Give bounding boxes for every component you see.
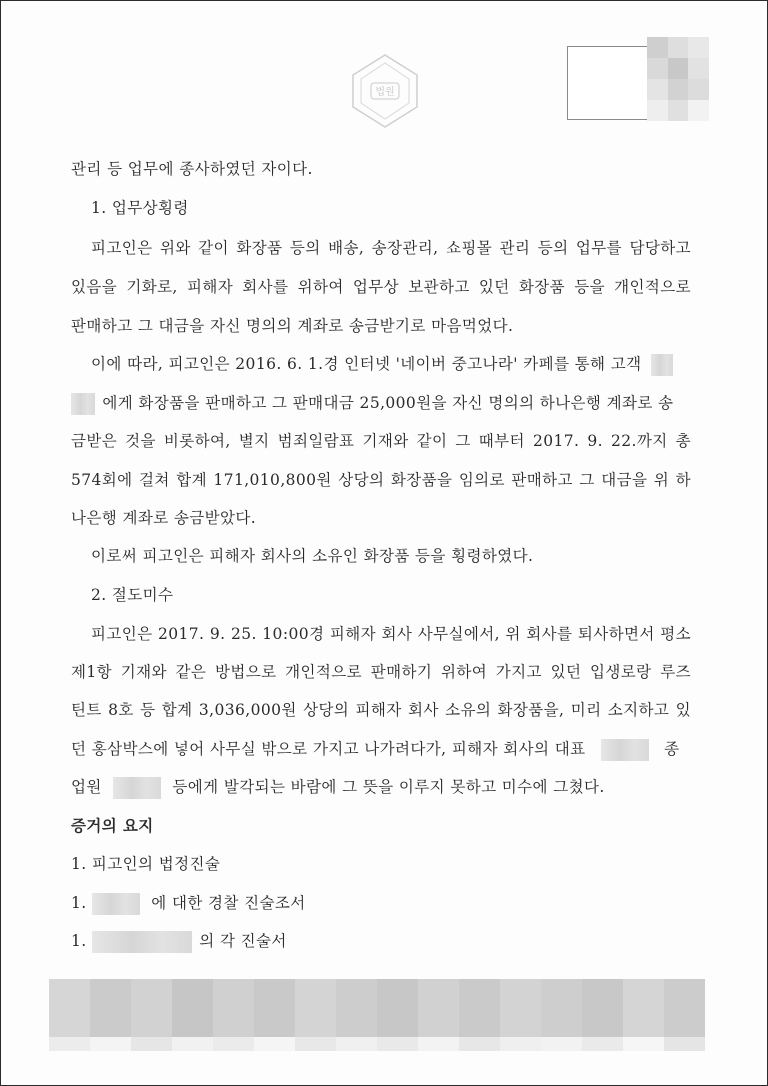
redacted-name: [92, 893, 140, 915]
body-line: [71, 393, 673, 415]
body-line: 틴트 8호 등 합계 3,036,000원 상당의 피해자 회사 소유의 화장품을, 미리 소지하고 있: [71, 701, 691, 719]
body-line: 574회에 걸쳐 합계 171,010,800원 상당의 화장품을 임의로 판매하고 그 대금을 위 하: [71, 471, 691, 489]
court-seal-icon: [347, 53, 423, 129]
body-line: [71, 777, 605, 799]
redacted-name: [113, 777, 161, 799]
body-line: 제1항 기재와 같은 방법으로 개인적으로 판매하기 위하여 가지고 있던 입생로랑 루즈: [71, 663, 691, 681]
body-line-text: 종: [664, 740, 680, 758]
body-line: [71, 739, 680, 761]
body-line-text: 이에 따라, 피고인은 2016. 6. 1.경 인터넷 '네이버 중고나라' 카페를 통해 고객: [91, 355, 642, 373]
body-line: 판매하고 그 대금을 자신 명의의 계좌로 송금받기로 마음먹었다.: [71, 317, 514, 335]
redacted-stamp-mosaic: [647, 37, 709, 121]
body-line: [91, 354, 673, 376]
redacted-footer-block: [49, 979, 705, 1039]
evidence-item-number: 1.: [71, 932, 87, 950]
redacted-name: [651, 354, 673, 376]
evidence-item: 1. 피고인의 법정진술: [71, 855, 221, 873]
redacted-name: [71, 393, 95, 415]
evidence-item-text: 에 대한 경찰 진술조서: [151, 894, 306, 912]
section-heading-attempted-theft: 2. 절도미수: [91, 586, 174, 604]
section-heading-embezzlement: 1. 업무상횡령: [91, 199, 189, 217]
svg-text:법원: 법원: [375, 87, 395, 98]
body-line: 피고인은 2017. 9. 25. 10:00경 피해자 회사 사무실에서, 위 회사를 퇴사하면서 평소: [91, 625, 691, 643]
redacted-name: [601, 739, 649, 761]
redacted-footer-strip: [49, 1037, 705, 1051]
evidence-item-number: 1.: [71, 894, 87, 912]
evidence-item-text: 의 각 진술서: [199, 932, 287, 950]
body-line: 나은행 계좌로 송금받았다.: [71, 509, 257, 527]
body-line-text: 에게 화장품을 판매하고 그 판매대금 25,000원을 자신 명의의 하나은행 계좌로 송: [102, 394, 674, 412]
redacted-names: [92, 931, 192, 953]
body-line: 있음을 기화로, 피해자 회사를 위하여 업무상 보관하고 있던 화장품 등을 개인적으로: [71, 278, 691, 296]
body-line-text: 업원: [71, 778, 102, 796]
body-line: 피고인은 위와 같이 화장품 등의 배송, 송장관리, 쇼핑몰 관리 등의 업무를 담당하고: [91, 239, 691, 257]
body-line-text: 등에게 발각되는 바람에 그 뜻을 이루지 못하고 미수에 그쳤다.: [172, 778, 605, 796]
body-line: 이로써 피고인은 피해자 회사의 소유인 화장품 등을 횡령하였다.: [91, 547, 534, 565]
evidence-heading: 증거의 요지: [71, 817, 154, 835]
body-line: 금받은 것을 비롯하여, 별지 범죄일람표 기재와 같이 그 때부터 2017. 9. 22.까지 총: [71, 432, 691, 450]
body-line-text: 던 홍삼박스에 넣어 사무실 밖으로 가지고 나가려다가, 피해자 회사의 대표: [71, 740, 586, 758]
evidence-item: [71, 931, 287, 953]
body-line: 관리 등 업무에 종사하였던 자이다.: [71, 160, 313, 178]
evidence-item: [71, 893, 306, 915]
